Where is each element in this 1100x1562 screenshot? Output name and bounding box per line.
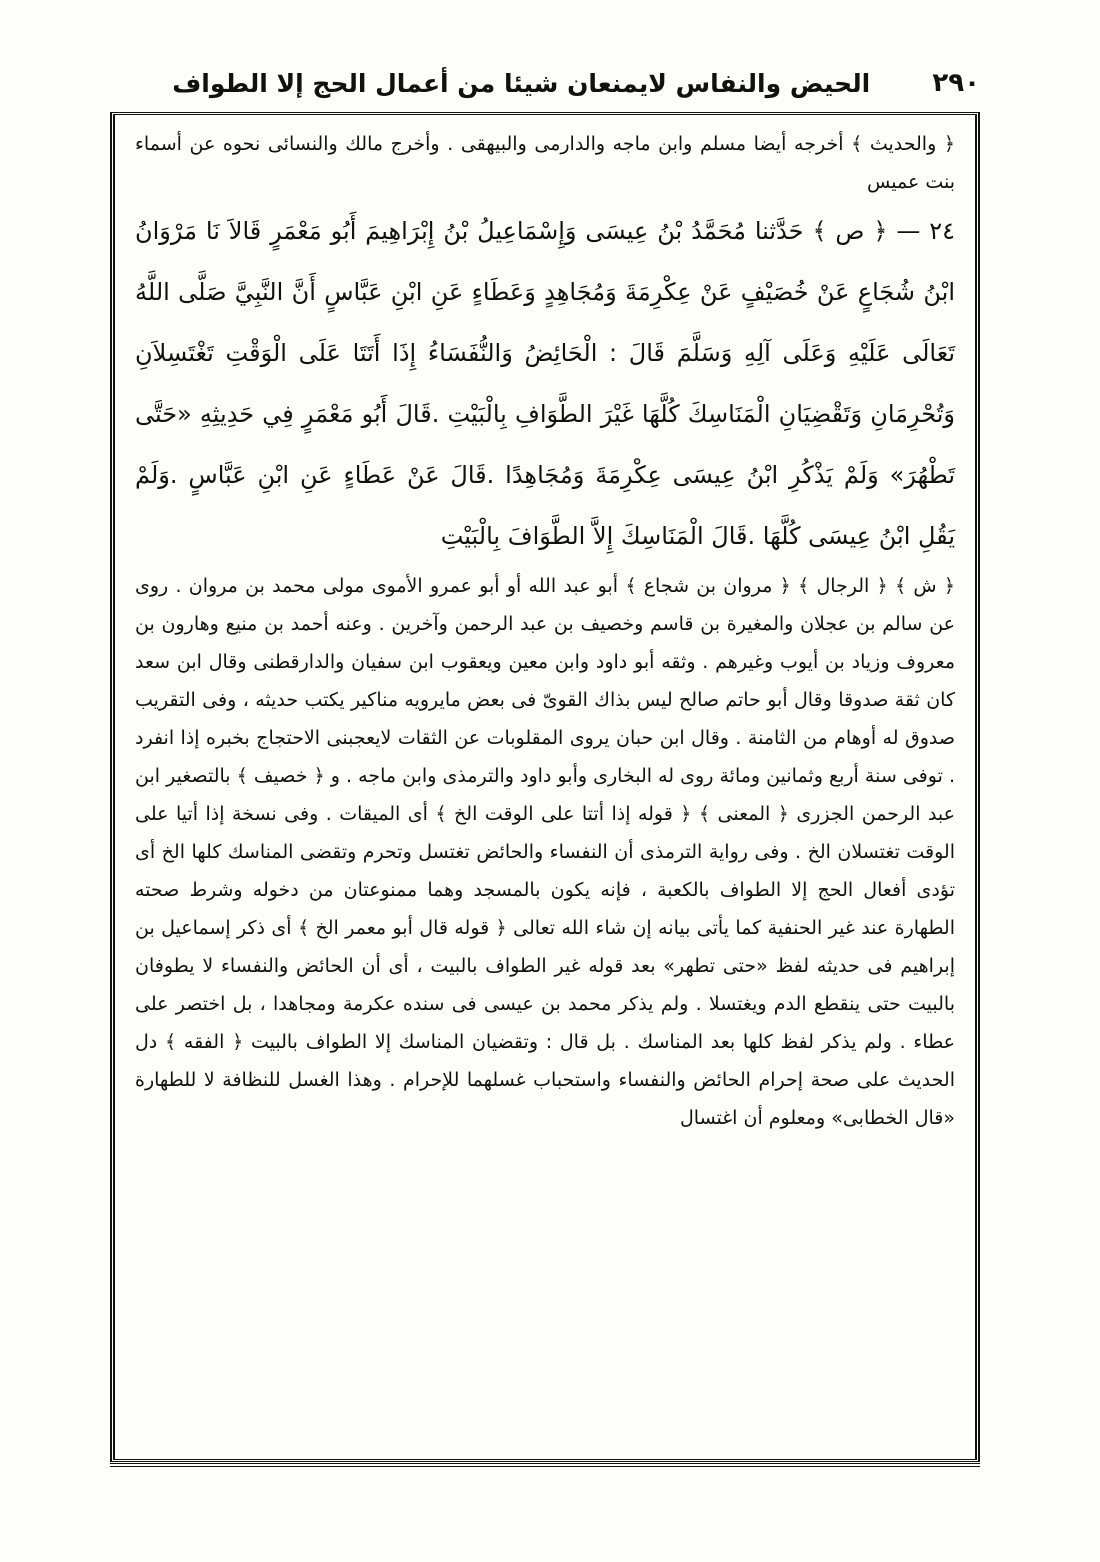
hadith-text: حَدَّثنا مُحَمَّدُ بْنُ عِيسَى وَإِسْمَاعِيلُ بْنُ إِبْرَاهِيمَ أَبُو مَعْمَرٍ قَالاَ نَا مَرْوَانُ ابْنُ شُجَاعٍ عَنْ خُصَيْفٍ عَنْ عِكْرِمَةَ وَمُجَاهِدٍ وَعَطَاءٍ عَنِ ابْنِ عَبَّاسٍ أَنَّ النَّبِيَّ صَلَّى اللَّهُ تَعَالَى عَلَيْهِ وَعَلَى آلِهِ وَسَلَّمَ قَالَ : الْحَائِضُ وَالنُّفَسَاءُ إِذَا أَتَتَا عَلَى الْوَقْتِ تَغْتَسِلاَنِ وَتُحْرِمَانِ وَتَقْضِيَانِ الْمَنَاسِكَ كُلَّهَا غَيْرَ الطَّوَافِ بِالْبَيْتِ .قَالَ أَبُو مَعْمَرٍ فِي حَدِيثِهِ «حَتَّى تَطْهُرَ» وَلَمْ يَذْكُرِ ابْنُ عِيسَى عِكْرِمَةَ وَمُجَاهِدًا .قَالَ عَنْ عَطَاءٍ عَنِ ابْنِ عَبَّاسٍ .وَلَمْ يَقُلِ ابْنُ عِيسَى كُلَّهَا .قَالَ الْمَنَاسِكَ إِلاَّ الطَّوَافَ بِالْبَيْتِ: [135, 217, 955, 550]
running-title: الحيض والنفاس لايمنعان شيئا من أعمال الحج إلا الطواف: [172, 68, 871, 98]
page-content: [135, 125, 955, 1137]
frame-bottom-rule: [110, 1463, 980, 1467]
intro-paragraph: ﴿ والحديث ﴾ أخرجه أيضا مسلم وابن ماجه والدارمى والبيهقى . وأخرج مالك والنسائى نحوه عن أسماء بنت عميس: [135, 133, 955, 193]
page-header: [110, 58, 980, 108]
hadith-paragraph: [135, 201, 955, 567]
page-number: ٢٩٠: [932, 68, 980, 98]
commentary-paragraph: ﴿ ش ﴾ ﴿ الرجال ﴾ ﴿ مروان بن شجاع ﴾ أبو عبد الله أو أبو عمرو الأموى مولى محمد بن مروان . روى عن سالم بن عجلان والمغيرة بن قاسم وخصيف بن عبد الرحمن وآخرين . وعنه أحمد بن منيع وهارون بن معروف وزياد بن أيوب وغيرهم . وثقه أبو داود وابن معين ويعقوب ابن سفيان والدارقطنى وقال ابن سعد كان ثقة صدوقا وقال أبو حاتم صالح ليس بذاك القوىّ فى بعض مايرويه مناكير يكتب حديثه ، وفى التقريب صدوق له أوهام من الثامنة . وقال ابن حبان يروى المقلوبات عن الثقات لايعجبنى الاحتجاج بخبره إذا انفرد . توفى سنة أربع وثمانين ومائة روى له البخارى وأبو داود والترمذى وابن ماجه . و ﴿ خصيف ﴾ بالتصغير ابن عبد الرحمن الجزرى ﴿ المعنى ﴾ ﴿ قوله إذا أتتا على الوقت الخ ﴾ أى الميقات . وفى نسخة إذا أتيا على الوقت تغتسلان الخ . وفى رواية الترمذى أن النفساء والحائض تغتسل وتحرم وتقضى المناسك كلها الخ أى تؤدى أفعال الحج إلا الطواف بالكعبة ، فإنه يكون بالمسجد وهما ممنوعتان من دخوله وشرط صحته الطهارة عند غير الحنفية كما يأتى بيانه إن شاء الله تعالى ﴿ قوله قال أبو معمر الخ ﴾ أى ذكر إسماعيل بن إبراهيم فى حديثه لفظ «حتى تطهر» بعد قوله غير الطواف بالبيت ، أى أن الحائض والنفساء لا يطوفان بالبيت حتى ينقطع الدم ويغتسلا . ولم يذكر محمد بن عيسى فى سنده عكرمة ومجاهدا ، بل اختصر على عطاء . ولم يذكر لفظ كلها بعد المناسك . بل قال : وتقضيان المناسك إلا الطواف بالبيت ﴿ الفقه ﴾ دل الحديث على صحة إحرام الحائض والنفساء واستحباب غسلهما للإحرام . وهذا الغسل للنظافة لا للطهارة «قال الخطابى» ومعلوم أن اغتسال: [135, 575, 955, 1129]
hadith-number: ٢٤ — ﴿ ص ﴾: [812, 217, 956, 245]
